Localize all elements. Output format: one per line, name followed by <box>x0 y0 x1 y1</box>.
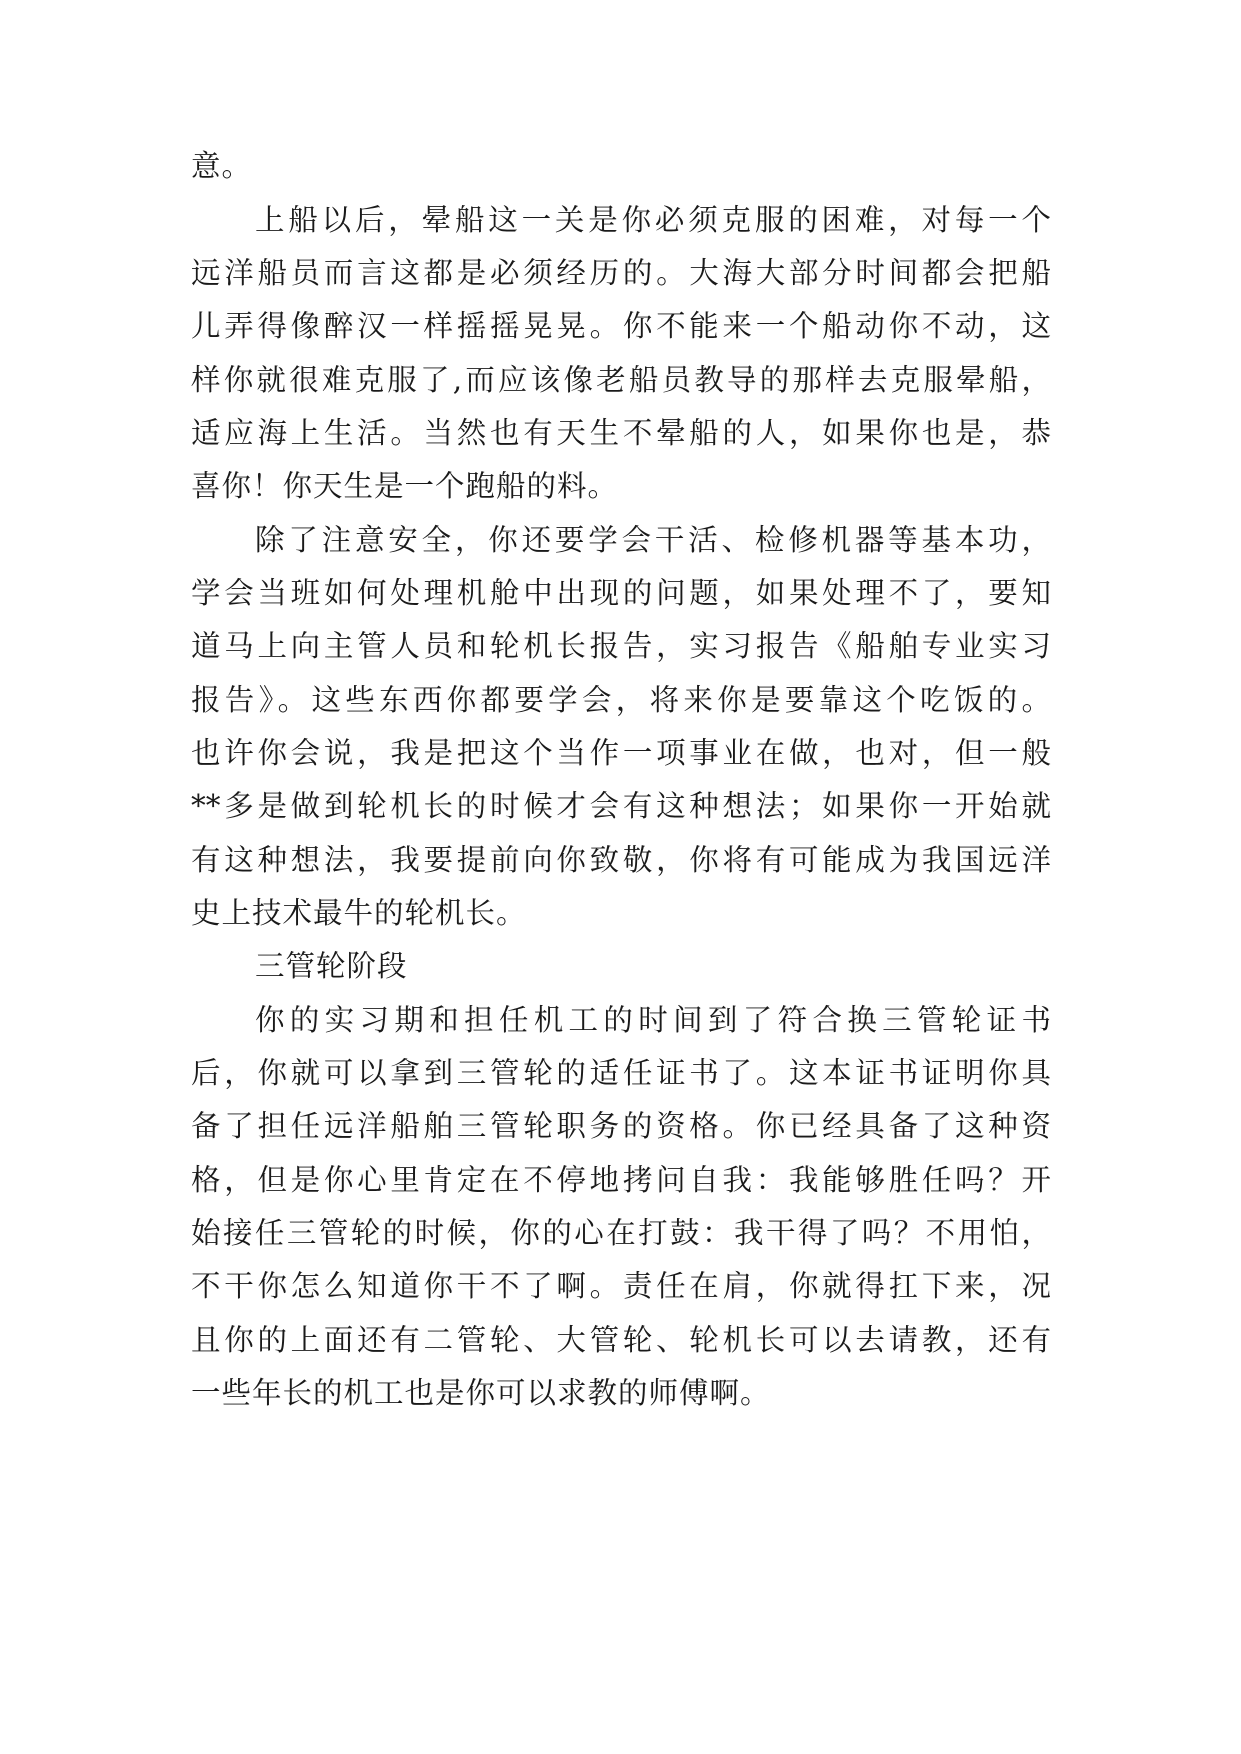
text-line: 儿弄得像醉汉一样摇摇晃晃。你不能来一个船动你不动，这 <box>191 309 1051 343</box>
text-line: 也许你会说，我是把这个当作一项事业在做，也对，但一般 <box>191 736 1051 770</box>
text-line: 一些年长的机工也是你可以求教的师傅啊。 <box>191 1376 771 1410</box>
text-line: 不干你怎么知道你干不了啊。责任在肩，你就得扛下来，况 <box>191 1269 1051 1303</box>
text-line: 报告》。这些东西你都要学会，将来你是要靠这个吃饭的。 <box>191 683 1051 717</box>
text-line: **多是做到轮机长的时候才会有这种想法；如果你一开始就 <box>191 789 1051 823</box>
text-line: 适应海上生活。当然也有天生不晕船的人，如果你也是，恭 <box>191 416 1051 450</box>
paragraph-first-line: 除了注意安全，你还要学会干活、检修机器等基本功， <box>255 523 1051 557</box>
text-line: 学会当班如何处理机舱中出现的问题，如果处理不了，要知 <box>191 576 1051 610</box>
text-line: 史上技术最牛的轮机长。 <box>191 896 527 930</box>
section-heading: 三管轮阶段 <box>255 949 408 983</box>
text-line: 备了担任远洋船舶三管轮职务的资格。你已经具备了这种资 <box>191 1109 1051 1143</box>
text-line: 且你的上面还有二管轮、大管轮、轮机长可以去请教，还有 <box>191 1323 1051 1357</box>
text-line: 样你就很难克服了,而应该像老船员教导的那样去克服晕船， <box>191 363 1051 397</box>
text-line: 有这种想法，我要提前向你致敬，你将有可能成为我国远洋 <box>191 843 1051 877</box>
text-line: 喜你！你天生是一个跑船的料。 <box>191 469 619 503</box>
text-line: 远洋船员而言这都是必须经历的。大海大部分时间都会把船 <box>191 256 1051 290</box>
text-line: 格，但是你心里肯定在不停地拷问自我：我能够胜任吗？开 <box>191 1163 1051 1197</box>
paragraph-first-line: 你的实习期和担任机工的时间到了符合换三管轮证书 <box>255 1003 1051 1037</box>
text-line: 意。 <box>191 149 253 183</box>
text-line: 后，你就可以拿到三管轮的适任证书了。这本证书证明你具 <box>191 1056 1051 1090</box>
text-line: 道马上向主管人员和轮机长报告，实习报告《船舶专业实习 <box>191 629 1051 663</box>
text-line: 始接任三管轮的时候，你的心在打鼓：我干得了吗？不用怕， <box>191 1216 1051 1250</box>
paragraph-first-line: 上船以后，晕船这一关是你必须克服的困难，对每一个 <box>255 203 1051 237</box>
